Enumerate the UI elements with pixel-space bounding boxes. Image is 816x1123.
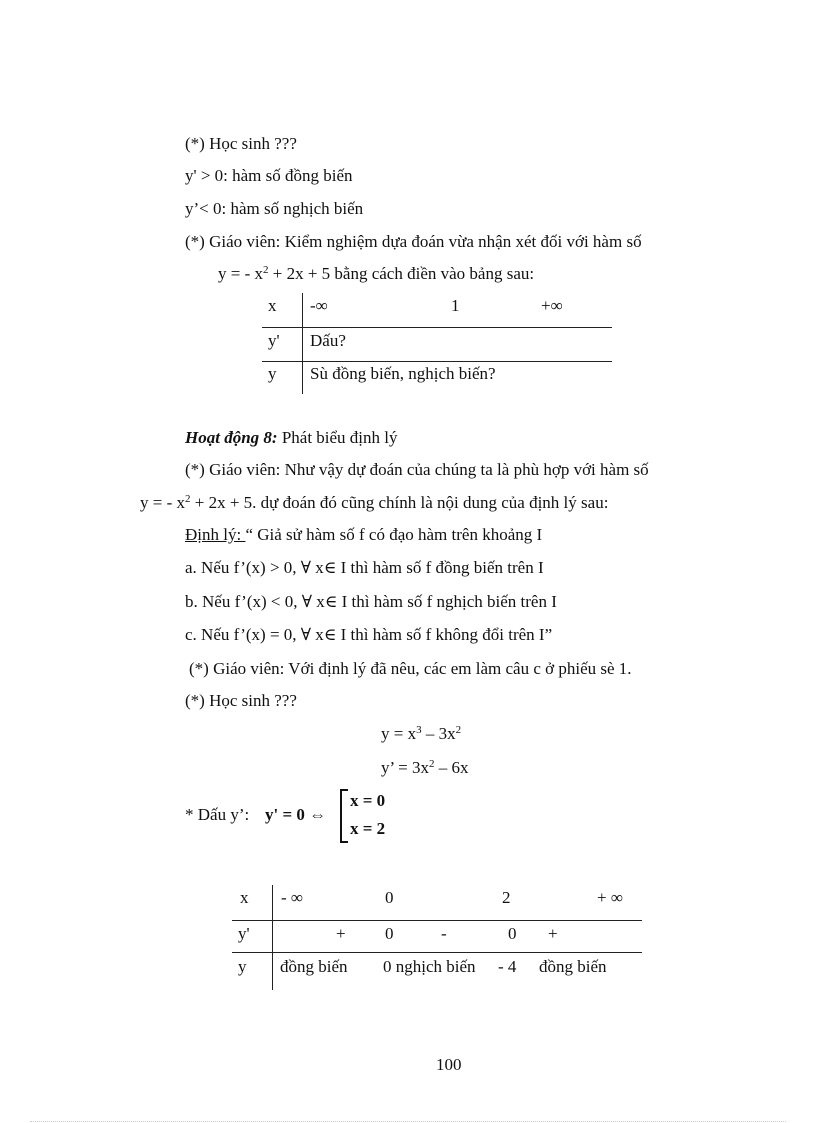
- page-number: 100: [436, 1055, 462, 1074]
- sign-label: * Dấu y’:: [185, 805, 250, 824]
- table2-vertical-divider: [272, 885, 273, 990]
- table2-y-c4: đồng biến: [539, 957, 607, 976]
- theorem-item-c: c. Nếu f’(x) = 0, ∀ x∈ I thì hàm số f không đổi trên I”: [185, 625, 553, 644]
- table1-yp-label: y': [268, 331, 280, 350]
- table2-y-label: y: [238, 957, 247, 976]
- table1-x-c1: -∞: [310, 296, 328, 315]
- student-line-1: (*) Học sinh ???: [185, 134, 297, 153]
- page-bottom-border: [30, 1121, 786, 1122]
- teacher-line-3: (*) Giáo viên: Với định lý đã nêu, các em làm câu c ở phiếu sè 1.: [189, 659, 632, 678]
- function-line-2: y = - $x^2 + 2x + 5$. dự đoán đó cũng chính là nội dung của định lý sau:: [140, 493, 609, 512]
- activity-heading: Hoạt động 8: Phát biểu định lý: [185, 428, 398, 447]
- table2-yp-c5: +: [548, 924, 558, 943]
- table1-x-label: x: [268, 296, 277, 315]
- case-x-0: x = 0: [350, 791, 386, 810]
- table2-divider-1: [232, 920, 642, 921]
- table2-yp-c3: -: [441, 924, 447, 943]
- table1-divider-1: [262, 327, 612, 328]
- table2-yp-label: y': [238, 924, 250, 943]
- table1-y-label: y: [268, 364, 277, 383]
- function-line-1: y = - $x^2 + 2x + 5$ bằng cách điền vào bảng sau:: [218, 264, 535, 283]
- theorem-item-a: a. Nếu f’(x) > 0, ∀ x∈ I thì hàm số f đồng biến trên I: [185, 558, 544, 577]
- teacher-line-2: (*) Giáo viên: Như vậy dự đoán của chúng ta là phù hợp với hàm số: [185, 460, 649, 479]
- table1-vertical-divider: [302, 293, 303, 394]
- table2-y-c3: - 4: [498, 957, 517, 976]
- table2-x-label: x: [240, 888, 249, 907]
- theorem-item-b: b. Nếu f’(x) < 0, ∀ x∈ I thì hàm số f nghịch biến trên I: [185, 592, 557, 611]
- table2-yp-c1: +: [336, 924, 346, 943]
- teacher-line-1: (*) Giáo viên: Kiểm nghiệm dựa đoán vừa nhận xét đối với hàm số: [185, 232, 642, 251]
- table2-yp-c4: 0: [508, 924, 517, 943]
- student-line-2: (*) Học sinh ???: [185, 691, 297, 710]
- case-bracket: [340, 789, 348, 843]
- table1-y-text: Sù đồng biến, nghịch biến?: [310, 364, 496, 383]
- formula-y-prime: y’ = $3x^2 - 6x$: [381, 758, 469, 777]
- table2-divider-2: [232, 952, 642, 953]
- table2-x-c4: + ∞: [597, 888, 623, 907]
- table1-yp-text: Dấu?: [310, 331, 346, 350]
- table2-x-c3: 2: [502, 888, 511, 907]
- derivative-positive-line: y' > 0: hàm số đồng biến: [185, 166, 353, 185]
- table1-x-c3: +∞: [541, 296, 563, 315]
- table2-x-c1: - ∞: [281, 888, 304, 907]
- table2-y-c1: đồng biến: [280, 957, 348, 976]
- theorem-line: Định lý: “ Giả sử hàm số f có đạo hàm trên khoảng I: [185, 525, 543, 544]
- case-x-2: x = 2: [350, 819, 386, 838]
- table2-yp-c2: 0: [385, 924, 394, 943]
- table2-y-c2: 0 nghịch biến: [383, 957, 476, 976]
- table1-x-c2: 1: [451, 296, 460, 315]
- derivative-negative-line: y’< 0: hàm số nghịch biến: [185, 199, 364, 218]
- derivative-equation: y' = 0 ⇔: [265, 805, 327, 824]
- table1-divider-2: [262, 361, 612, 362]
- formula-y: $y = x^3 - 3x^2$: [381, 724, 462, 743]
- table2-x-c2: 0: [385, 888, 394, 907]
